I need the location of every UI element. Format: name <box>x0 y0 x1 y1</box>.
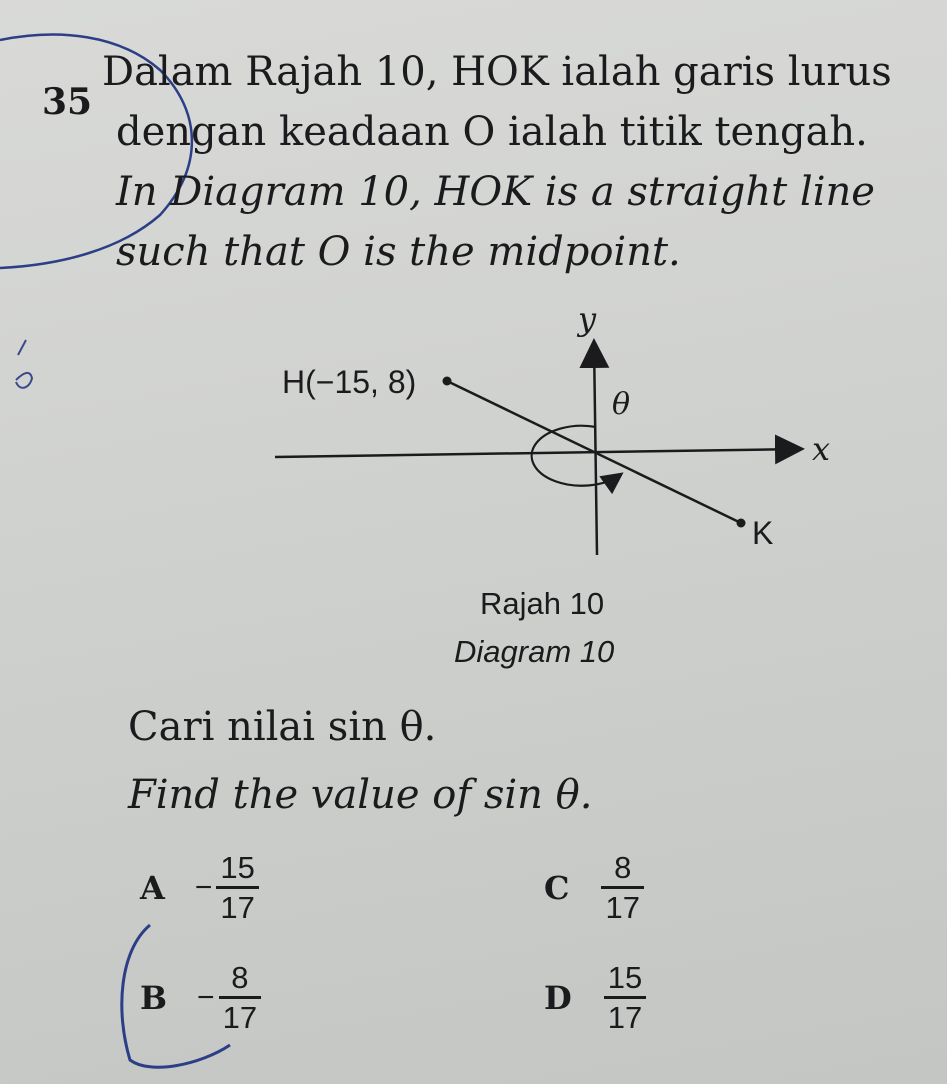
option-denominator: 17 <box>607 1000 643 1035</box>
point-k <box>737 519 746 528</box>
option-letter: C <box>544 868 570 907</box>
option-sign: − <box>197 980 215 1014</box>
angle-arc <box>532 426 620 486</box>
option-fraction <box>606 962 644 1033</box>
option-denominator: 17 <box>220 890 255 925</box>
option-numerator: 15 <box>607 960 643 995</box>
option-a[interactable] <box>140 852 257 923</box>
option-fraction <box>603 852 641 923</box>
option-fraction <box>221 962 259 1033</box>
question-text-english-1: In Diagram 10, HOK is a straight line <box>116 169 875 215</box>
y-axis-label: y <box>578 300 597 338</box>
y-axis <box>594 343 597 555</box>
question-number: 35 <box>42 81 93 123</box>
angle-label: θ <box>612 387 631 422</box>
question-text-malay-1: Dalam Rajah 10, HOK ialah garis lurus <box>102 49 892 95</box>
question-text-english-2: such that O is the midpoint. <box>116 229 681 275</box>
question-text-malay-2: dengan keadaan O ialah titik tengah. <box>116 109 868 155</box>
option-d[interactable] <box>544 962 644 1033</box>
option-letter: B <box>140 978 168 1017</box>
fraction-bar <box>216 886 258 889</box>
option-numerator: 15 <box>220 850 255 885</box>
option-numerator: 8 <box>614 850 632 885</box>
x-axis-label: x <box>812 430 831 468</box>
fraction-bar <box>601 886 643 889</box>
option-b[interactable] <box>140 962 259 1033</box>
point-k-label: K <box>752 515 774 551</box>
option-letter: D <box>544 978 572 1017</box>
option-denominator: 17 <box>605 890 640 925</box>
x-axis <box>275 449 800 457</box>
option-fraction <box>218 852 256 923</box>
point-h-label: H(−15, 8) <box>282 364 417 400</box>
fraction-bar <box>604 996 646 999</box>
diagram-caption-malay: Rajah 10 <box>480 586 605 621</box>
point-h <box>443 377 452 386</box>
option-letter: A <box>140 868 165 907</box>
fraction-bar <box>219 996 261 999</box>
diagram-caption-english: Diagram 10 <box>454 634 615 669</box>
prompt-malay: Cari nilai sin θ. <box>128 704 437 750</box>
option-denominator: 17 <box>222 1000 258 1035</box>
option-numerator: 8 <box>231 960 249 995</box>
option-sign: − <box>194 870 213 904</box>
option-c[interactable] <box>544 852 642 923</box>
prompt-english: Find the value of sin θ. <box>128 772 593 818</box>
